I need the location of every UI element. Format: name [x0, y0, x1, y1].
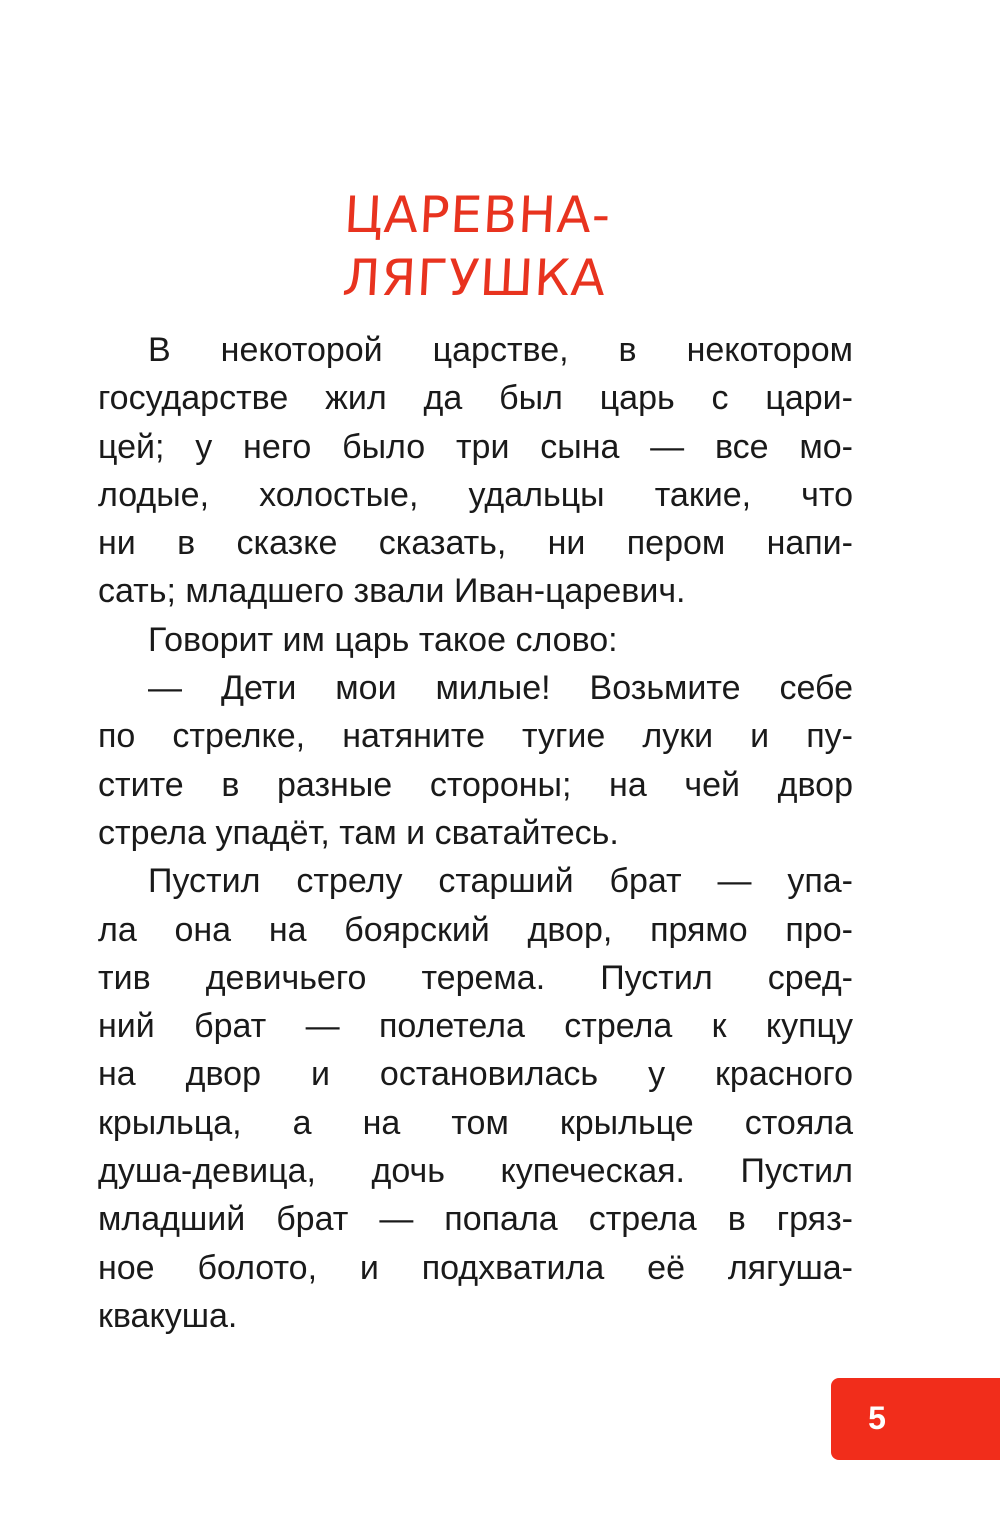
text-line: Говорит им царь такое слово: [148, 620, 618, 659]
page-number: 5 [868, 1400, 886, 1436]
chapter-title-line-1: ЦАРЕВНА- [342, 185, 613, 244]
text-line: сать; младшего звали Иван-царевич. [98, 572, 686, 611]
text-line: квакуша. [98, 1296, 238, 1335]
text-line: ла она на боярский двор, прямо про- [98, 910, 853, 949]
page-number-tab [831, 1378, 1000, 1460]
text-line: цей; у него было три сына — все мо- [98, 427, 853, 466]
text-line: тив девичьего терема. Пустил сред- [98, 958, 853, 997]
text-line: Пустил стрелу старший брат — упа- [148, 862, 853, 901]
text-line: крыльца, а на том крыльце стояла [98, 1103, 853, 1142]
text-line: ное болото, и подхватила её лягуша- [98, 1248, 853, 1287]
text-line: ний брат — полетела стрела к купцу [98, 1007, 853, 1046]
text-line: В некоторой царстве, в некотором [148, 331, 853, 369]
text-line: стрела упадёт, там и сватайтесь. [98, 813, 619, 852]
text-line: младший брат — попала стрела в гряз- [98, 1200, 853, 1239]
text-line: душа-девица, дочь купеческая. Пустил [98, 1152, 853, 1191]
chapter-title [0, 184, 955, 310]
text-line: — Дети мои милые! Возьмите себе [148, 669, 853, 708]
text-line: лодые, холостые, удальцы такие, что [98, 475, 853, 514]
story-text [98, 326, 853, 1340]
text-line: стите в разные стороны; на чей двор [98, 765, 853, 804]
text-line: ни в сказке сказать, ни пером напи- [98, 524, 853, 563]
text-line: по стрелке, натяните тугие луки и пу- [98, 717, 853, 756]
text-line: государстве жил да был царь с цари- [98, 379, 853, 418]
text-line: на двор и остановилась у красного [98, 1055, 853, 1094]
chapter-title-line-2: ЛЯГУШКА [341, 248, 608, 307]
